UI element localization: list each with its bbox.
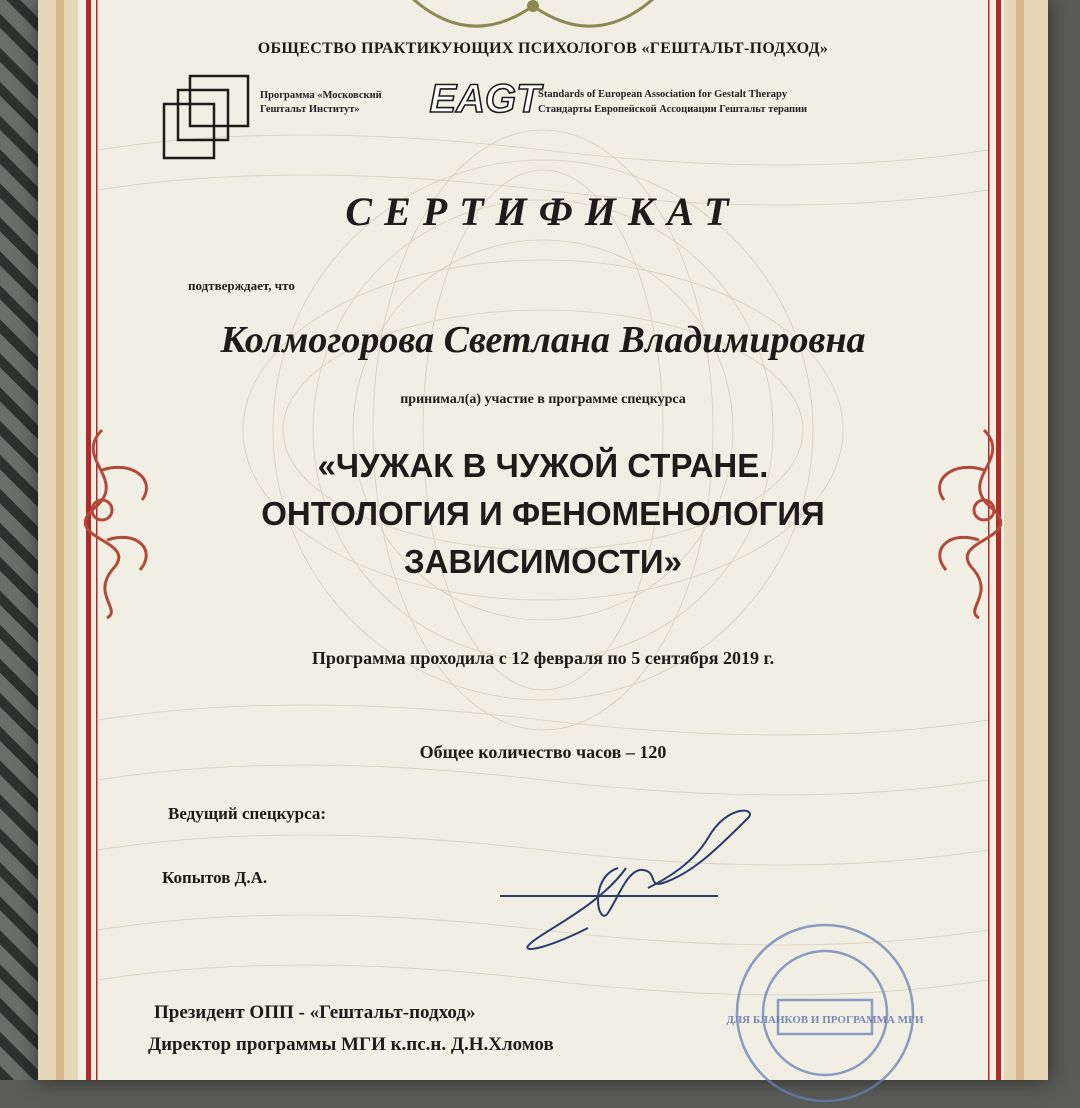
eagt-logo [429,74,541,121]
round-seal-stamp [726,918,924,1108]
eagt-logo-text: EAGT [429,77,541,121]
leader-label: Ведущий спецкурса: [168,804,327,823]
course-line-2: ОНТОЛОГИЯ И ФЕНОМЕНОЛОГИЯ [261,495,825,532]
confirms-text: подтверждает, что [188,278,295,293]
certificate-title: СЕРТИФИКАТ [345,189,741,234]
program-institute [260,89,382,117]
director-line: Директор программы МГИ к.пс.н. Д.Н.Хломов [148,1034,554,1055]
certificate-sheet [38,0,1048,1080]
course-line-1: «ЧУЖАК В ЧУЖОЙ СТРАНЕ. [317,447,769,484]
program-period: Программа проходила с 12 февраля по 5 сентября 2019 г. [311,648,775,668]
standards-block [538,87,807,117]
total-hours: Общее количество часов – 120 [419,742,667,762]
standards-ru: Стандарты Европейской Ассоциации Гештальт терапии [538,104,808,115]
president-line: Президент ОПП - «Гештальт-подход» [154,1002,476,1023]
program-line-2: Гештальт Институт» [260,104,360,115]
top-ornament-icon [403,0,663,34]
standards-en: Standards of European Association for Gestalt Therapy [538,89,788,100]
society-name: ОБЩЕСТВО ПРАКТИКУЮЩИХ ПСИХОЛОГОВ «ГЕШТАЛЬТ-ПОДХОД» [257,40,829,57]
stamp-text: ДЛЯ БЛАНКОВ И ПРОГРАММА МГИ [726,1014,924,1026]
squares-logo-icon [162,74,252,164]
recipient-name: Колмогорова Светлана Владимировна [220,319,866,361]
participation-text: принимал(а) участие в программе спецкурса [400,392,686,407]
course-title [38,442,1048,586]
handwritten-signature [478,808,738,958]
course-line-3: ЗАВИСИМОСТИ» [403,543,682,580]
leader-name: Копытов Д.А. [162,868,268,887]
program-line-1: Программа «Московский [260,90,382,101]
